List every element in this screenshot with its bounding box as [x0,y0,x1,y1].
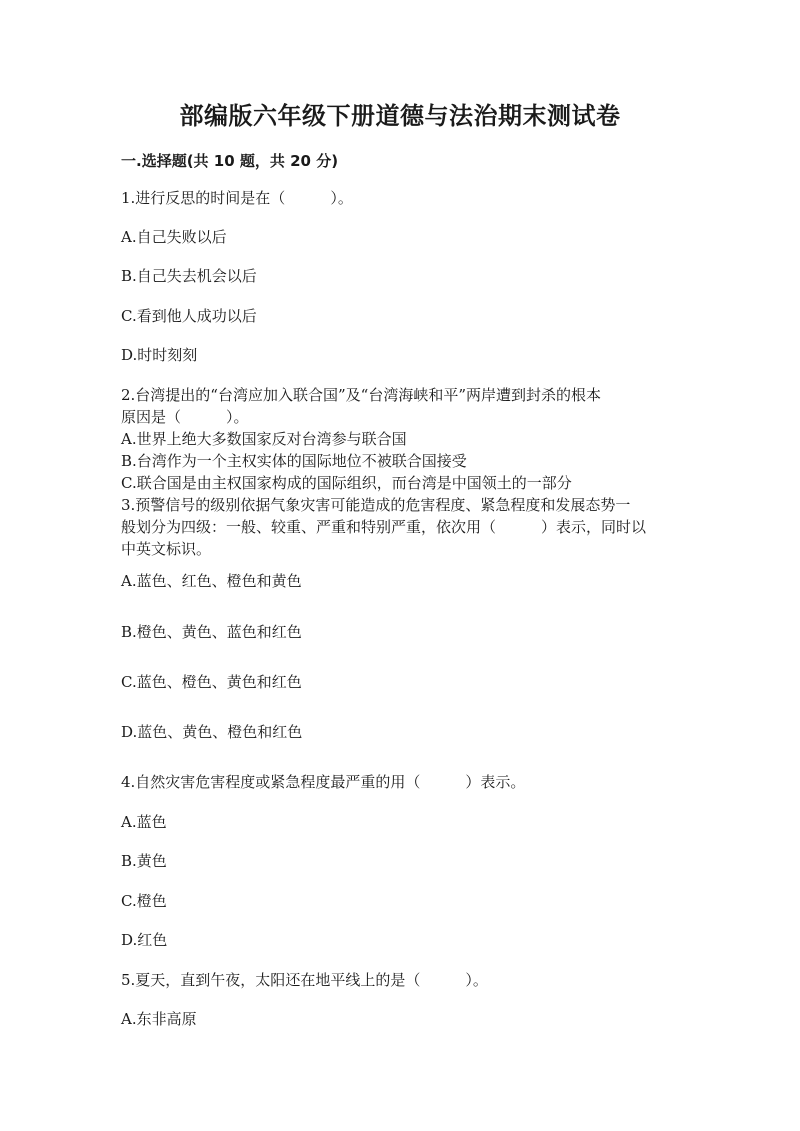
question-5-stem: 5.夏天，直到午夜，太阳还在地平线上的是（ ）。 [121,971,488,989]
question-3-stem-line-1: 3.预警信号的级别依据气象灾害可能造成的危害程度、紧急程度和发展态势一 [121,496,631,514]
question-1-option-c: C.看到他人成功以后 [121,307,257,325]
question-1-option-d: D.时时刻刻 [121,346,198,364]
question-5-option-a: A.东非高原 [121,1010,197,1028]
question-2-option-a: A.世界上绝大多数国家反对台湾参与联合国 [121,430,407,448]
section-heading: 一.选择题(共 10 题，共 20 分) [121,152,339,170]
question-3-option-c: C.蓝色、橙色、黄色和红色 [121,673,302,691]
question-4-option-d: D.红色 [121,931,168,949]
question-3-stem-line-3: 中英文标识。 [121,540,212,558]
question-3-option-d: D.蓝色、黄色、橙色和红色 [121,723,303,741]
question-2-option-b: B.台湾作为一个主权实体的国际地位不被联合国接受 [121,452,467,470]
question-4-option-c: C.橙色 [121,892,167,910]
question-3-stem-line-2: 般划分为四级：一般、较重、严重和特别严重，依次用（ ）表示，同时以 [121,518,647,536]
question-4-option-a: A.蓝色 [121,813,167,831]
document-title: 部编版六年级下册道德与法治期末测试卷 [179,102,621,130]
question-1-stem: 1.进行反思的时间是在（ ）。 [121,189,353,207]
question-3-option-b: B.橙色、黄色、蓝色和红色 [121,623,302,641]
question-1-option-a: A.自己失败以后 [121,228,227,246]
question-1-option-b: B.自己失去机会以后 [121,267,257,285]
question-4-option-b: B.黄色 [121,852,167,870]
question-4-stem: 4.自然灾害危害程度或紧急程度最严重的用（ ）表示。 [121,773,526,791]
question-2-stem-line-2: 原因是（ ）。 [121,408,249,426]
question-2-stem-line-1: 2.台湾提出的“台湾应加入联合国”及“台湾海峡和平”两岸遭到封杀的根本 [121,386,601,404]
question-2-option-c: C.联合国是由主权国家构成的国际组织，而台湾是中国领土的一部分 [121,474,572,492]
question-3-option-a: A.蓝色、红色、橙色和黄色 [121,572,302,590]
